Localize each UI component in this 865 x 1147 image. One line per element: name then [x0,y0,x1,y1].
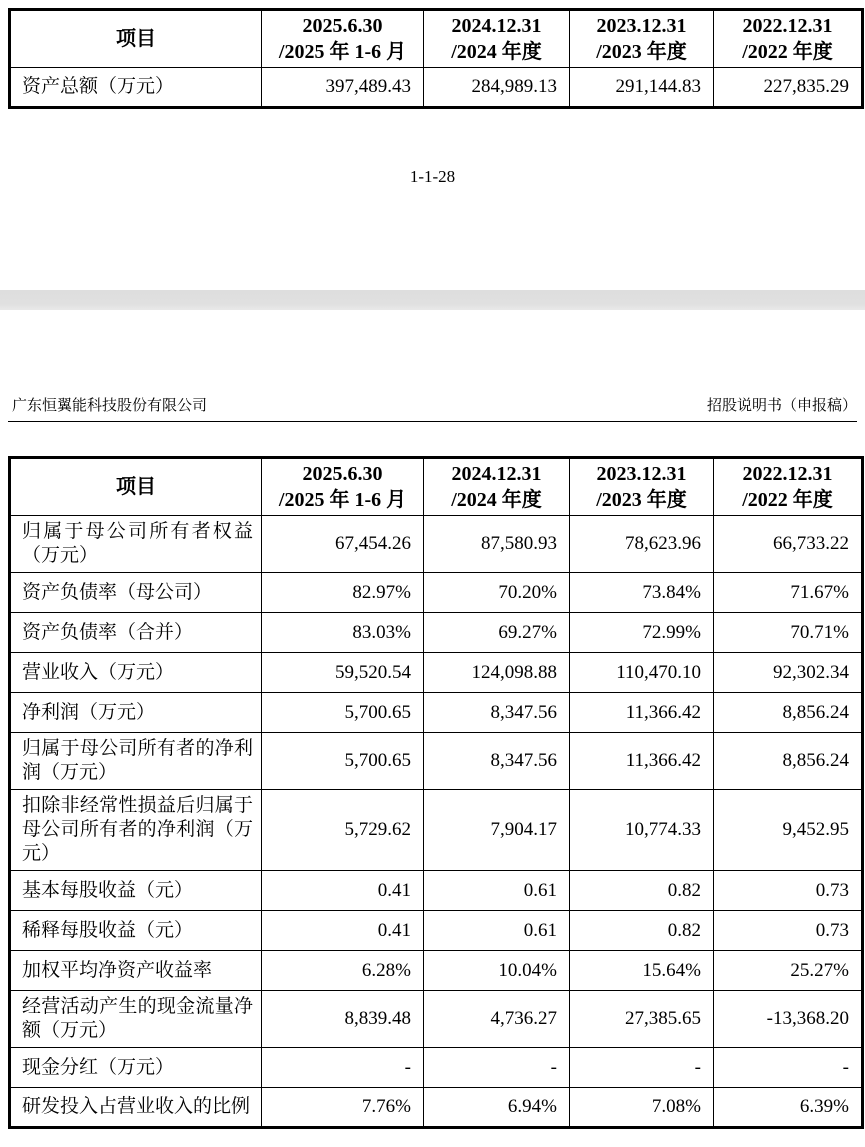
value-cell: 66,733.22 [714,516,863,573]
column-header: 2024.12.31 /2024 年度 [424,458,570,516]
table-row [10,733,863,790]
table-row [10,68,863,108]
value-cell: 5,700.65 [262,693,424,733]
column-header: 2025.6.30 /2025 年 1-6 月 [262,458,424,516]
value-cell: 0.61 [424,911,570,951]
value-cell: 92,302.34 [714,653,863,693]
value-cell: 6.28% [262,951,424,991]
value-cell: - [570,1048,714,1088]
value-cell: 59,520.54 [262,653,424,693]
value-cell: 8,347.56 [424,693,570,733]
value-cell: 72.99% [570,613,714,653]
value-cell: 0.82 [570,911,714,951]
table-row [10,516,863,573]
value-cell: 0.41 [262,871,424,911]
table-header-row [10,10,863,68]
value-cell: 5,729.62 [262,790,424,871]
value-cell: 110,470.10 [570,653,714,693]
column-header: 2025.6.30 /2025 年 1-6 月 [262,10,424,68]
value-cell: 15.64% [570,951,714,991]
value-cell: 7,904.17 [424,790,570,871]
row-label: 归属于母公司所有者的净利润（万元） [10,733,262,790]
value-cell: 10.04% [424,951,570,991]
table-header-row [10,458,863,516]
value-cell: 11,366.42 [570,693,714,733]
value-cell: 0.61 [424,871,570,911]
row-label: 现金分红（万元） [10,1048,262,1088]
value-cell: 83.03% [262,613,424,653]
value-cell: 71.67% [714,573,863,613]
document-header [8,397,857,422]
column-header: 2022.12.31 /2022 年度 [714,10,863,68]
value-cell: 82.97% [262,573,424,613]
value-cell: 10,774.33 [570,790,714,871]
row-label: 稀释每股收益（元） [10,911,262,951]
row-label: 基本每股收益（元） [10,871,262,911]
value-cell: 0.41 [262,911,424,951]
value-cell: 25.27% [714,951,863,991]
value-cell: - [714,1048,863,1088]
page-break-band [0,290,865,310]
column-header: 2023.12.31 /2023 年度 [570,10,714,68]
table-row [10,1088,863,1128]
value-cell: -13,368.20 [714,991,863,1048]
value-cell: 7.08% [570,1088,714,1128]
row-label: 净利润（万元） [10,693,262,733]
page-number: 1-1-28 [409,167,456,186]
value-cell: 70.71% [714,613,863,653]
row-label: 经营活动产生的现金流量净额（万元） [10,991,262,1048]
table-row [10,911,863,951]
row-label: 营业收入（万元） [10,653,262,693]
key-financial-indicators-table [8,456,864,1129]
value-cell: 5,700.65 [262,733,424,790]
value-cell: 8,347.56 [424,733,570,790]
column-header: 项目 [10,10,262,68]
value-cell: 6.94% [424,1088,570,1128]
value-cell: 9,452.95 [714,790,863,871]
value-cell: 27,385.65 [570,991,714,1048]
value-cell: 284,989.13 [424,68,570,108]
column-header: 2023.12.31 /2023 年度 [570,458,714,516]
value-cell: 291,144.83 [570,68,714,108]
row-label: 扣除非经常性损益后归属于母公司所有者的净利润（万元） [10,790,262,871]
row-label: 资产负债率（母公司） [10,573,262,613]
value-cell: 78,623.96 [570,516,714,573]
value-cell: 73.84% [570,573,714,613]
table-row [10,871,863,911]
row-label: 归属于母公司所有者权益（万元） [10,516,262,573]
company-name: 广东恒翼能科技股份有限公司 [12,398,208,414]
table-row [10,991,863,1048]
row-label: 资产负债率（合并） [10,613,262,653]
table-row [10,613,863,653]
value-cell: 67,454.26 [262,516,424,573]
value-cell: 4,736.27 [424,991,570,1048]
value-cell: 87,580.93 [424,516,570,573]
value-cell: 124,098.88 [424,653,570,693]
value-cell: 0.73 [714,911,863,951]
table-row [10,653,863,693]
value-cell: 8,856.24 [714,693,863,733]
value-cell: 7.76% [262,1088,424,1128]
value-cell: 0.73 [714,871,863,911]
value-cell: 397,489.43 [262,68,424,108]
row-label: 研发投入占营业收入的比例 [10,1088,262,1128]
doc-title: 招股说明书（申报稿） [706,398,857,414]
value-cell: 6.39% [714,1088,863,1128]
table-row [10,573,863,613]
value-cell: 70.20% [424,573,570,613]
value-cell: 8,856.24 [714,733,863,790]
column-header: 项目 [10,458,262,516]
value-cell: 0.82 [570,871,714,911]
value-cell: - [424,1048,570,1088]
total-assets-table [8,8,864,109]
value-cell: 227,835.29 [714,68,863,108]
prospectus-page [0,8,865,1147]
table-row [10,790,863,871]
row-label: 加权平均净资产收益率 [10,951,262,991]
column-header: 2022.12.31 /2022 年度 [714,458,863,516]
value-cell: 11,366.42 [570,733,714,790]
table-row [10,951,863,991]
value-cell: 69.27% [424,613,570,653]
table-row [10,1048,863,1088]
column-header: 2024.12.31 /2024 年度 [424,10,570,68]
value-cell: 8,839.48 [262,991,424,1048]
value-cell: - [262,1048,424,1088]
row-label: 资产总额（万元） [10,68,262,108]
table-row [10,693,863,733]
